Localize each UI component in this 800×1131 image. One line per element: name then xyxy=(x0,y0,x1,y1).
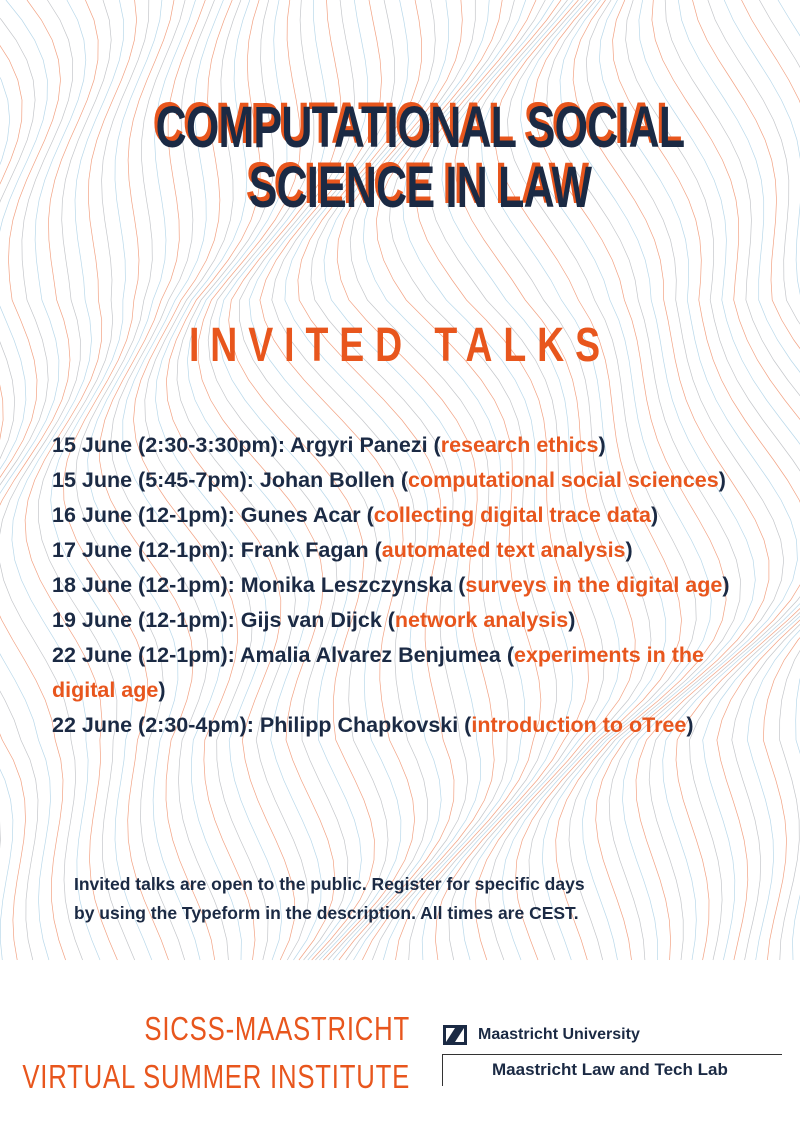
talk-topic: research ethics xyxy=(440,433,599,457)
talk-close: ) xyxy=(158,678,166,702)
subtitle: INVITED TALKS xyxy=(188,319,612,372)
talk-close: ) xyxy=(718,468,726,492)
talk-topic: computational social sciences xyxy=(408,468,719,492)
institute-line-1: SICSS-MAASTRICHT xyxy=(144,1010,410,1047)
talk-time-speaker: 17 June (12-1pm): Frank Fagan ( xyxy=(52,538,382,562)
talk-close: ) xyxy=(650,503,659,527)
divider-vertical xyxy=(442,1054,443,1086)
talk-item xyxy=(52,498,752,533)
talk-time-speaker: 15 June (2:30-3:30pm): Argyri Panezi ( xyxy=(52,433,441,457)
talk-close: ) xyxy=(625,538,633,562)
talk-topic: network analysis xyxy=(394,608,569,632)
poster-title xyxy=(154,95,687,220)
talk-topic: introduction to oTree xyxy=(471,713,687,737)
talk-close: ) xyxy=(568,608,576,632)
talk-topic: experiments in the digital age xyxy=(52,643,704,702)
note-line-2: by using the Typeform in the description. All times are CEST. xyxy=(74,903,579,923)
talk-item xyxy=(52,463,752,498)
wave-line xyxy=(0,0,10,960)
university-logo-icon xyxy=(442,1022,468,1048)
divider-line xyxy=(442,1054,782,1055)
wave-line xyxy=(0,0,47,960)
talk-time-speaker: 19 June (12-1pm): Gijs van Dijck ( xyxy=(52,608,395,632)
talk-item xyxy=(52,638,752,708)
talk-time-speaker: 22 June (12-1pm): Amalia Alvarez Benjumea ( xyxy=(52,643,515,667)
talk-close: ) xyxy=(686,713,694,737)
talk-item xyxy=(52,603,752,638)
lab-name: Maastricht Law and Tech Lab xyxy=(492,1060,728,1079)
university-branding xyxy=(442,1022,640,1048)
institute-name xyxy=(22,1005,410,1101)
talk-topic: collecting digital trace data xyxy=(373,503,651,527)
institute-line-2: VIRTUAL SUMMER INSTITUTE xyxy=(22,1058,410,1095)
note-line-1: Invited talks are open to the public. Register for specific days xyxy=(74,874,585,894)
talk-close: ) xyxy=(598,433,606,457)
talk-time-speaker: 18 June (12-1pm): Monika Leszczynska ( xyxy=(52,573,466,597)
title-line-2: SCIENCE IN LAW xyxy=(248,155,592,220)
wave-line xyxy=(759,0,800,960)
talk-list xyxy=(52,428,752,743)
talk-topic: automated text analysis xyxy=(381,538,626,562)
talk-topic: surveys in the digital age xyxy=(465,573,723,597)
public-note xyxy=(74,870,754,928)
talk-item xyxy=(52,708,752,743)
talk-close: ) xyxy=(722,573,730,597)
talk-item xyxy=(52,533,752,568)
talk-time-speaker: 22 June (2:30-4pm): Philipp Chapkovski ( xyxy=(52,713,472,737)
wave-line xyxy=(0,0,35,960)
wave-line xyxy=(778,0,800,960)
talk-item xyxy=(52,428,752,463)
university-name: Maastricht University xyxy=(478,1026,640,1043)
talk-item xyxy=(52,568,752,603)
title-line-1: COMPUTATIONAL SOCIAL xyxy=(155,95,685,160)
talk-time-speaker: 16 June (12-1pm): Gunes Acar ( xyxy=(52,503,374,527)
talk-time-speaker: 15 June (5:45-7pm): Johan Bollen ( xyxy=(52,468,409,492)
